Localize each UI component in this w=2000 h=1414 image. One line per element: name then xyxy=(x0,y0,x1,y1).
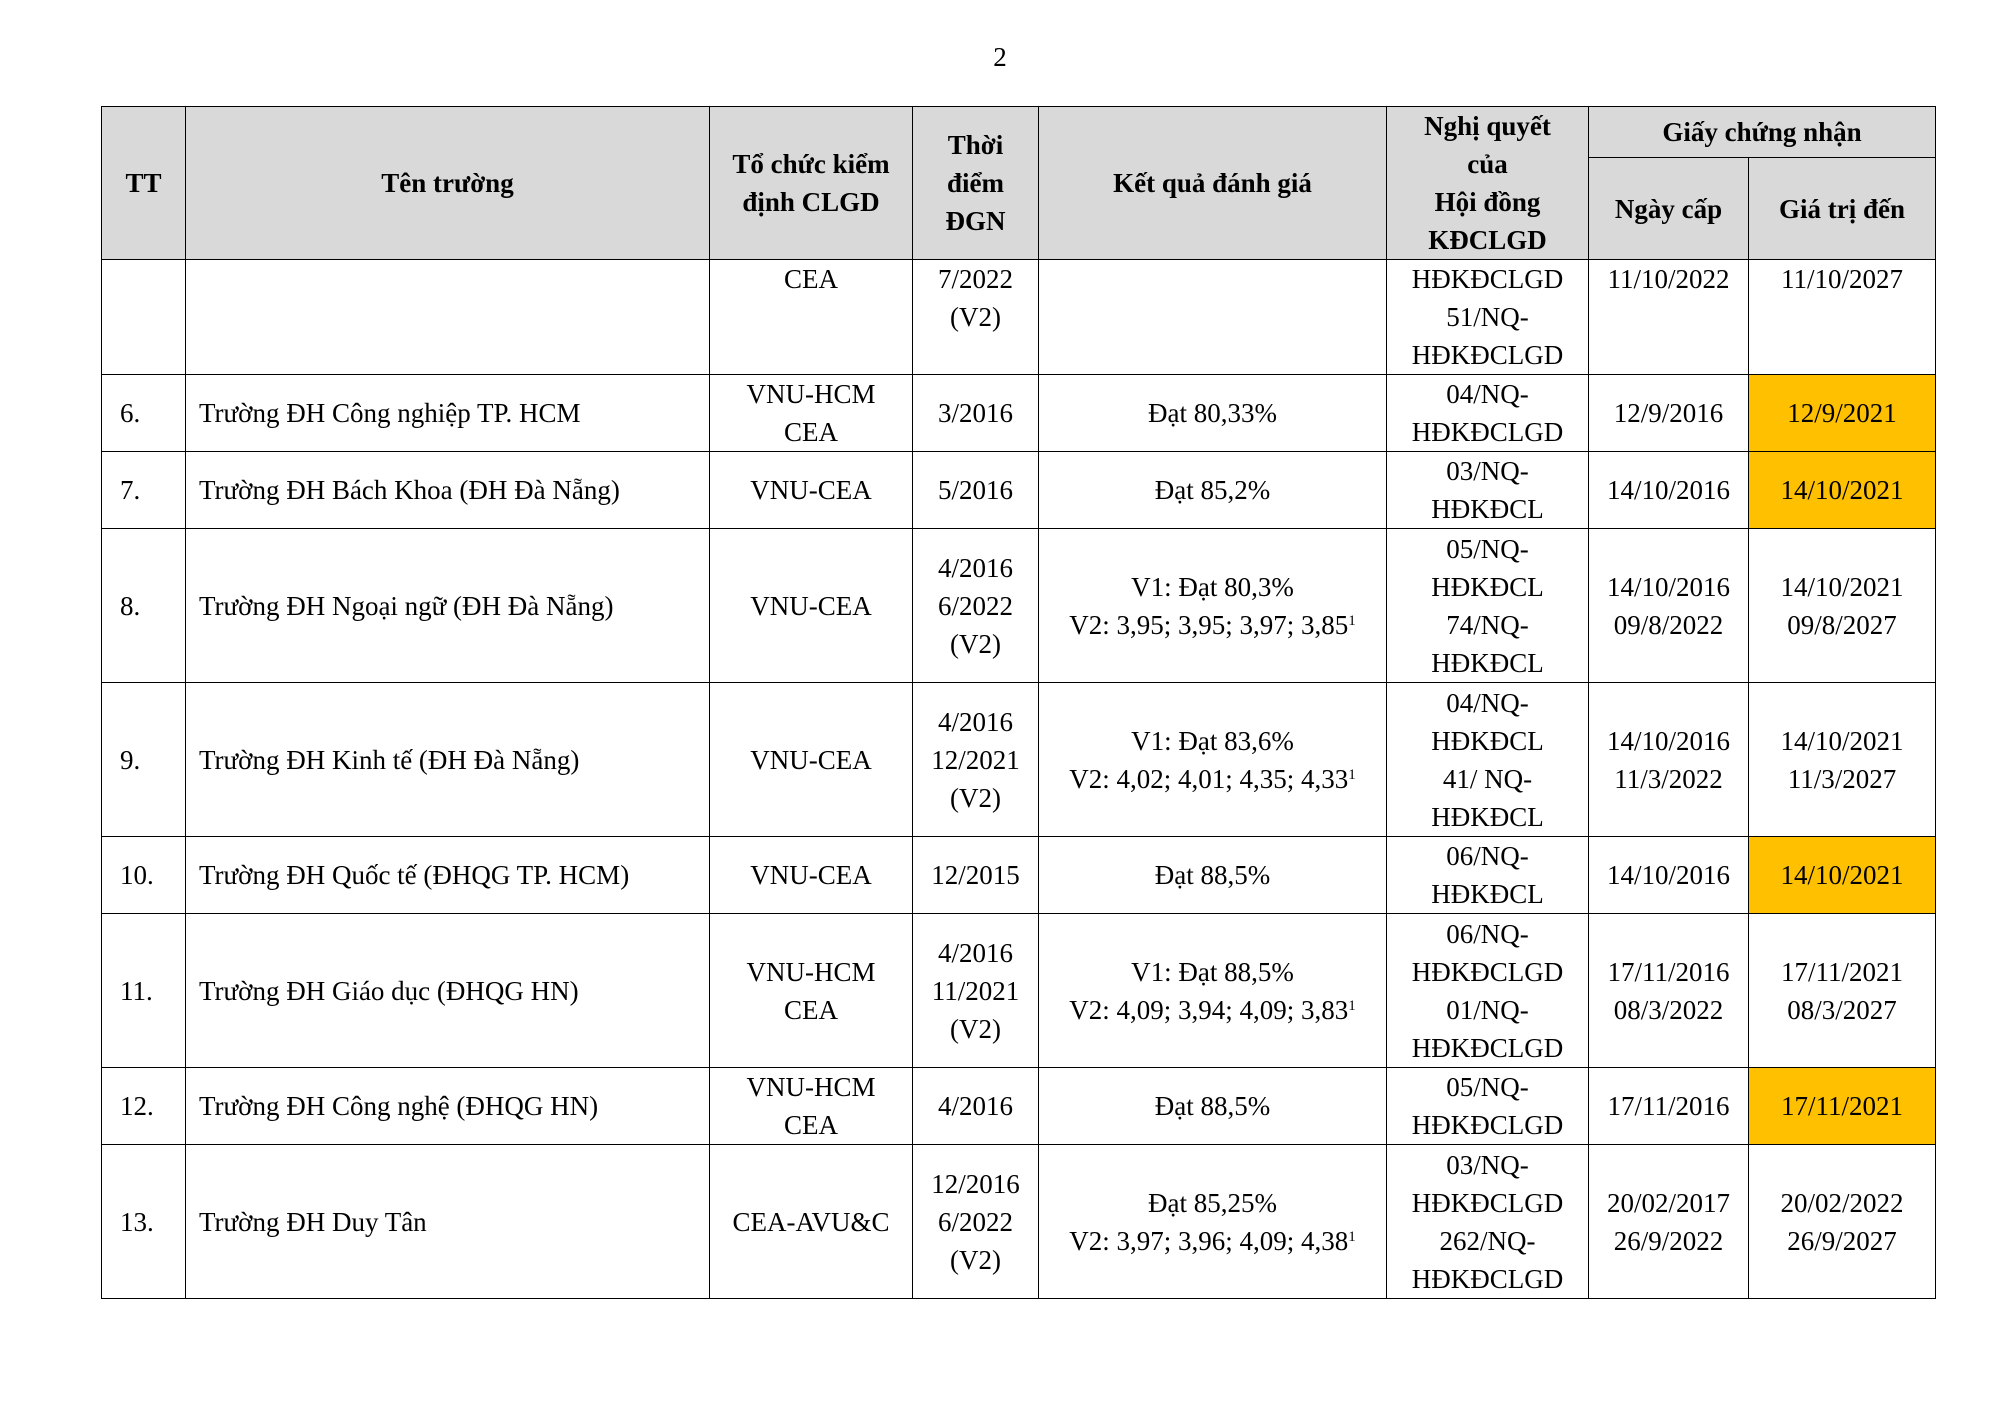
accreditation-org-line: CEA xyxy=(784,1110,838,1140)
table-row xyxy=(102,1145,1936,1299)
header-result: Kết quả đánh giá xyxy=(1039,107,1387,260)
evaluation-time-line: (V2) xyxy=(950,1013,1001,1044)
evaluation-result-line xyxy=(1043,1087,1382,1125)
evaluation-time-line: 4/2016 xyxy=(937,937,1013,968)
accreditation-org xyxy=(710,914,913,1068)
issue-date xyxy=(1589,837,1749,914)
accreditation-org-line: VNU-HCM xyxy=(746,1072,876,1102)
valid-until xyxy=(1749,837,1936,914)
result-text: V1: Đạt 88,5% xyxy=(1131,956,1294,987)
school-name: Trường ĐH Kinh tế (ĐH Đà Nẵng) xyxy=(186,683,710,837)
council-resolution-line: 03/NQ- xyxy=(1446,1149,1529,1180)
header-time-line: điểm xyxy=(947,168,1004,198)
council-resolution-line: HĐKĐCLGD xyxy=(1411,417,1564,447)
valid-until xyxy=(1749,529,1936,683)
header-time-line: ĐGN xyxy=(945,206,1006,236)
evaluation-result xyxy=(1039,683,1387,837)
evaluation-time-line: 4/2016 xyxy=(937,1091,1013,1121)
evaluation-time xyxy=(913,837,1039,914)
header-resolution-line: Hội đồng xyxy=(1434,187,1541,217)
evaluation-time-line: 12/2016 xyxy=(931,1168,1020,1199)
accreditation-org xyxy=(710,837,913,914)
table-row xyxy=(102,452,1936,529)
valid-until xyxy=(1749,452,1936,529)
school-name: Trường ĐH Quốc tế (ĐHQG TP. HCM) xyxy=(186,837,710,914)
school-name: Trường ĐH Công nghiệp TP. HCM xyxy=(186,375,710,452)
result-text: V2: 4,02; 4,01; 4,35; 4,33 xyxy=(1069,763,1349,794)
valid-until xyxy=(1749,914,1936,1068)
table-header xyxy=(102,107,1936,260)
issue-date xyxy=(1589,529,1749,683)
valid-until-line: 09/8/2027 xyxy=(1787,609,1897,640)
valid-until-line: 14/10/2021 xyxy=(1780,725,1904,756)
result-text: Đạt 80,33% xyxy=(1148,398,1277,428)
valid-until xyxy=(1749,260,1936,375)
council-resolution-line: HĐKĐCLGD xyxy=(1411,264,1564,294)
evaluation-result-line xyxy=(1043,991,1382,1029)
council-resolution xyxy=(1387,683,1589,837)
evaluation-time-line: 4/2016 xyxy=(937,552,1013,583)
evaluation-result xyxy=(1039,375,1387,452)
result-text: Đạt 85,25% xyxy=(1148,1187,1277,1218)
table-row xyxy=(102,914,1936,1068)
evaluation-time-line: 12/2015 xyxy=(931,860,1020,890)
council-resolution-line: HĐKĐCLGD xyxy=(1411,956,1564,987)
evaluation-result xyxy=(1039,1145,1387,1299)
issue-date-line: 12/9/2016 xyxy=(1613,398,1724,428)
table-row xyxy=(102,529,1936,683)
header-org-line: định CLGD xyxy=(742,187,880,217)
council-resolution-line: HĐKĐCL xyxy=(1431,725,1544,756)
issue-date xyxy=(1589,914,1749,1068)
evaluation-time xyxy=(913,375,1039,452)
header-valid-until: Giá trị đến xyxy=(1749,158,1936,260)
table-body xyxy=(102,260,1936,1299)
council-resolution-line: 04/NQ- xyxy=(1446,379,1529,409)
evaluation-result-line xyxy=(1043,1222,1382,1260)
footnote-marker: 1 xyxy=(1348,997,1356,1014)
valid-until-line: 11/3/2027 xyxy=(1787,763,1897,794)
evaluation-result-line xyxy=(1043,722,1382,760)
issue-date xyxy=(1589,683,1749,837)
valid-until xyxy=(1749,683,1936,837)
school-name: Trường ĐH Bách Khoa (ĐH Đà Nẵng) xyxy=(186,452,710,529)
header-issue-date: Ngày cấp xyxy=(1589,158,1749,260)
issue-date-line: 17/11/2016 xyxy=(1607,1091,1730,1121)
valid-until-line: 17/11/2021 xyxy=(1780,1091,1903,1121)
accreditation-table xyxy=(101,106,1936,1299)
header-certificate: Giấy chứng nhận xyxy=(1589,107,1936,158)
school-name: Trường ĐH Công nghệ (ĐHQG HN) xyxy=(186,1068,710,1145)
result-text: V2: 3,95; 3,95; 3,97; 3,85 xyxy=(1069,609,1349,640)
council-resolution xyxy=(1387,837,1589,914)
council-resolution-line: 05/NQ- xyxy=(1446,533,1529,564)
valid-until-line: 14/10/2021 xyxy=(1780,475,1904,505)
result-text: Đạt 88,5% xyxy=(1154,860,1271,890)
issue-date-line: 11/3/2022 xyxy=(1614,763,1723,794)
table-row xyxy=(102,375,1936,452)
evaluation-time xyxy=(913,1145,1039,1299)
evaluation-result-line xyxy=(1043,606,1382,644)
result-text: Đạt 88,5% xyxy=(1154,1091,1271,1121)
row-number xyxy=(102,260,186,375)
accreditation-org-line: VNU-HCM xyxy=(746,956,876,987)
header-org xyxy=(710,107,913,260)
accreditation-org-line: VNU-HCM xyxy=(746,379,876,409)
accreditation-org xyxy=(710,375,913,452)
council-resolution xyxy=(1387,1145,1589,1299)
issue-date-line: 11/10/2022 xyxy=(1607,264,1730,294)
council-resolution-line: 41/ NQ- xyxy=(1442,763,1533,794)
accreditation-org-line: CEA xyxy=(784,994,838,1025)
evaluation-time xyxy=(913,683,1039,837)
row-number: 11. xyxy=(102,914,186,1068)
valid-until-line: 14/10/2021 xyxy=(1780,571,1904,602)
evaluation-time xyxy=(913,452,1039,529)
accreditation-org-line: CEA-AVU&C xyxy=(732,1206,890,1237)
issue-date xyxy=(1589,1068,1749,1145)
evaluation-result-line xyxy=(1043,568,1382,606)
council-resolution-line: HĐKĐCL xyxy=(1431,571,1544,602)
evaluation-result xyxy=(1039,260,1387,375)
accreditation-org xyxy=(710,529,913,683)
council-resolution-line: HĐKĐCL xyxy=(1431,879,1544,909)
evaluation-time-line: 6/2022 xyxy=(937,590,1013,621)
evaluation-time-line: 3/2016 xyxy=(937,398,1013,428)
footnote-marker: 1 xyxy=(1348,766,1356,783)
council-resolution-line: HĐKĐCL xyxy=(1431,494,1544,524)
evaluation-result-line xyxy=(1043,856,1382,894)
evaluation-result-line xyxy=(1043,394,1382,432)
table-row xyxy=(102,1068,1936,1145)
council-resolution xyxy=(1387,260,1589,375)
evaluation-time-line: (V2) xyxy=(950,1244,1001,1275)
council-resolution-line: 05/NQ- xyxy=(1446,1072,1529,1102)
valid-until xyxy=(1749,375,1936,452)
evaluation-time xyxy=(913,1068,1039,1145)
accreditation-org-line: CEA xyxy=(784,264,838,294)
evaluation-time-line: 12/2021 xyxy=(931,744,1020,775)
accreditation-org xyxy=(710,1068,913,1145)
council-resolution xyxy=(1387,375,1589,452)
table-row xyxy=(102,683,1936,837)
issue-date xyxy=(1589,1145,1749,1299)
evaluation-time-line: 11/2021 xyxy=(931,975,1020,1006)
issue-date-line: 14/10/2016 xyxy=(1606,475,1730,505)
header-school: Tên trường xyxy=(186,107,710,260)
valid-until-line: 12/9/2021 xyxy=(1787,398,1897,428)
evaluation-time xyxy=(913,914,1039,1068)
result-text: V2: 3,97; 3,96; 4,09; 4,38 xyxy=(1069,1225,1349,1256)
council-resolution-line: 03/NQ- xyxy=(1446,456,1529,486)
valid-until-line: 26/9/2027 xyxy=(1787,1225,1897,1256)
issue-date-line: 20/02/2017 xyxy=(1606,1187,1730,1218)
row-number: 6. xyxy=(102,375,186,452)
result-text: Đạt 85,2% xyxy=(1154,475,1271,505)
issue-date-line: 26/9/2022 xyxy=(1613,1225,1724,1256)
issue-date xyxy=(1589,260,1749,375)
row-number: 7. xyxy=(102,452,186,529)
result-text: V2: 4,09; 3,94; 4,09; 3,83 xyxy=(1069,994,1349,1025)
issue-date-line: 14/10/2016 xyxy=(1606,725,1730,756)
council-resolution-line: HĐKĐCL xyxy=(1431,801,1544,832)
school-name: Trường ĐH Ngoại ngữ (ĐH Đà Nẵng) xyxy=(186,529,710,683)
council-resolution-line: HĐKĐCL xyxy=(1431,647,1544,678)
header-resolution-line: KĐCLGD xyxy=(1428,225,1547,255)
accreditation-org xyxy=(710,1145,913,1299)
accreditation-org-line: VNU-CEA xyxy=(750,744,872,775)
result-text: V1: Đạt 80,3% xyxy=(1131,571,1294,602)
result-text: V1: Đạt 83,6% xyxy=(1131,725,1294,756)
evaluation-time xyxy=(913,260,1039,375)
council-resolution-line: HĐKĐCLGD xyxy=(1411,1187,1564,1218)
council-resolution-line: HĐKĐCLGD xyxy=(1411,1110,1564,1140)
evaluation-result xyxy=(1039,1068,1387,1145)
valid-until-line: 08/3/2027 xyxy=(1787,994,1897,1025)
evaluation-result-line xyxy=(1043,953,1382,991)
footnote-marker: 1 xyxy=(1348,612,1356,629)
evaluation-time-line: 7/2022 xyxy=(937,264,1013,294)
valid-until xyxy=(1749,1068,1936,1145)
council-resolution-line: 06/NQ- xyxy=(1446,918,1529,949)
evaluation-result-line xyxy=(1043,1184,1382,1222)
valid-until-line: 20/02/2022 xyxy=(1780,1187,1904,1218)
accreditation-org xyxy=(710,683,913,837)
table-row xyxy=(102,260,1936,375)
school-name: Trường ĐH Giáo dục (ĐHQG HN) xyxy=(186,914,710,1068)
valid-until xyxy=(1749,1145,1936,1299)
council-resolution xyxy=(1387,452,1589,529)
accreditation-org xyxy=(710,452,913,529)
header-time-line: Thời xyxy=(947,130,1004,160)
header-time xyxy=(913,107,1039,260)
council-resolution xyxy=(1387,1068,1589,1145)
council-resolution-line: 74/NQ- xyxy=(1446,609,1529,640)
accreditation-org-line: CEA xyxy=(784,417,838,447)
issue-date-line: 08/3/2022 xyxy=(1613,994,1724,1025)
school-name xyxy=(186,260,710,375)
valid-until-line: 14/10/2021 xyxy=(1780,860,1904,890)
evaluation-time xyxy=(913,529,1039,683)
valid-until-line: 17/11/2021 xyxy=(1780,956,1903,987)
evaluation-time-line: (V2) xyxy=(950,628,1001,659)
row-number: 12. xyxy=(102,1068,186,1145)
evaluation-time-line: 5/2016 xyxy=(937,475,1013,505)
valid-until-line: 11/10/2027 xyxy=(1780,264,1903,294)
row-number: 9. xyxy=(102,683,186,837)
evaluation-time-line: 4/2016 xyxy=(937,706,1013,737)
evaluation-result xyxy=(1039,837,1387,914)
issue-date-line: 14/10/2016 xyxy=(1606,571,1730,602)
school-name: Trường ĐH Duy Tân xyxy=(186,1145,710,1299)
issue-date xyxy=(1589,452,1749,529)
council-resolution-line: 51/NQ- xyxy=(1446,302,1529,332)
table-row xyxy=(102,837,1936,914)
council-resolution-line: 06/NQ- xyxy=(1446,841,1529,871)
evaluation-result-line xyxy=(1043,471,1382,509)
council-resolution-line: HĐKĐCLGD xyxy=(1411,1032,1564,1063)
footnote-marker: 1 xyxy=(1348,1228,1356,1245)
evaluation-time-line: (V2) xyxy=(950,302,1001,332)
page-number: 2 xyxy=(993,42,1007,72)
evaluation-time-line: (V2) xyxy=(950,782,1001,813)
row-number: 8. xyxy=(102,529,186,683)
council-resolution-line: HĐKĐCLGD xyxy=(1411,1263,1564,1294)
issue-date xyxy=(1589,375,1749,452)
accreditation-org-line: VNU-CEA xyxy=(750,860,872,890)
accreditation-org-line: VNU-CEA xyxy=(750,590,872,621)
accreditation-org xyxy=(710,260,913,375)
evaluation-result xyxy=(1039,529,1387,683)
header-org-line: Tổ chức kiểm xyxy=(732,149,890,179)
issue-date-line: 17/11/2016 xyxy=(1607,956,1730,987)
row-number: 13. xyxy=(102,1145,186,1299)
header-resolution xyxy=(1387,107,1589,260)
evaluation-time-line: 6/2022 xyxy=(937,1206,1013,1237)
evaluation-result xyxy=(1039,914,1387,1068)
evaluation-result xyxy=(1039,452,1387,529)
row-number: 10. xyxy=(102,837,186,914)
evaluation-result-line xyxy=(1043,760,1382,798)
accreditation-org-line: VNU-CEA xyxy=(750,475,872,505)
council-resolution-line: HĐKĐCLGD xyxy=(1411,340,1564,370)
council-resolution-line: 04/NQ- xyxy=(1446,687,1529,718)
council-resolution-line: 01/NQ- xyxy=(1446,994,1529,1025)
issue-date-line: 14/10/2016 xyxy=(1606,860,1730,890)
council-resolution-line: 262/NQ- xyxy=(1439,1225,1536,1256)
header-resolution-line: của xyxy=(1467,149,1508,179)
header-tt: TT xyxy=(102,107,186,260)
council-resolution xyxy=(1387,914,1589,1068)
issue-date-line: 09/8/2022 xyxy=(1613,609,1724,640)
council-resolution xyxy=(1387,529,1589,683)
header-resolution-line: Nghị quyết xyxy=(1424,111,1551,141)
